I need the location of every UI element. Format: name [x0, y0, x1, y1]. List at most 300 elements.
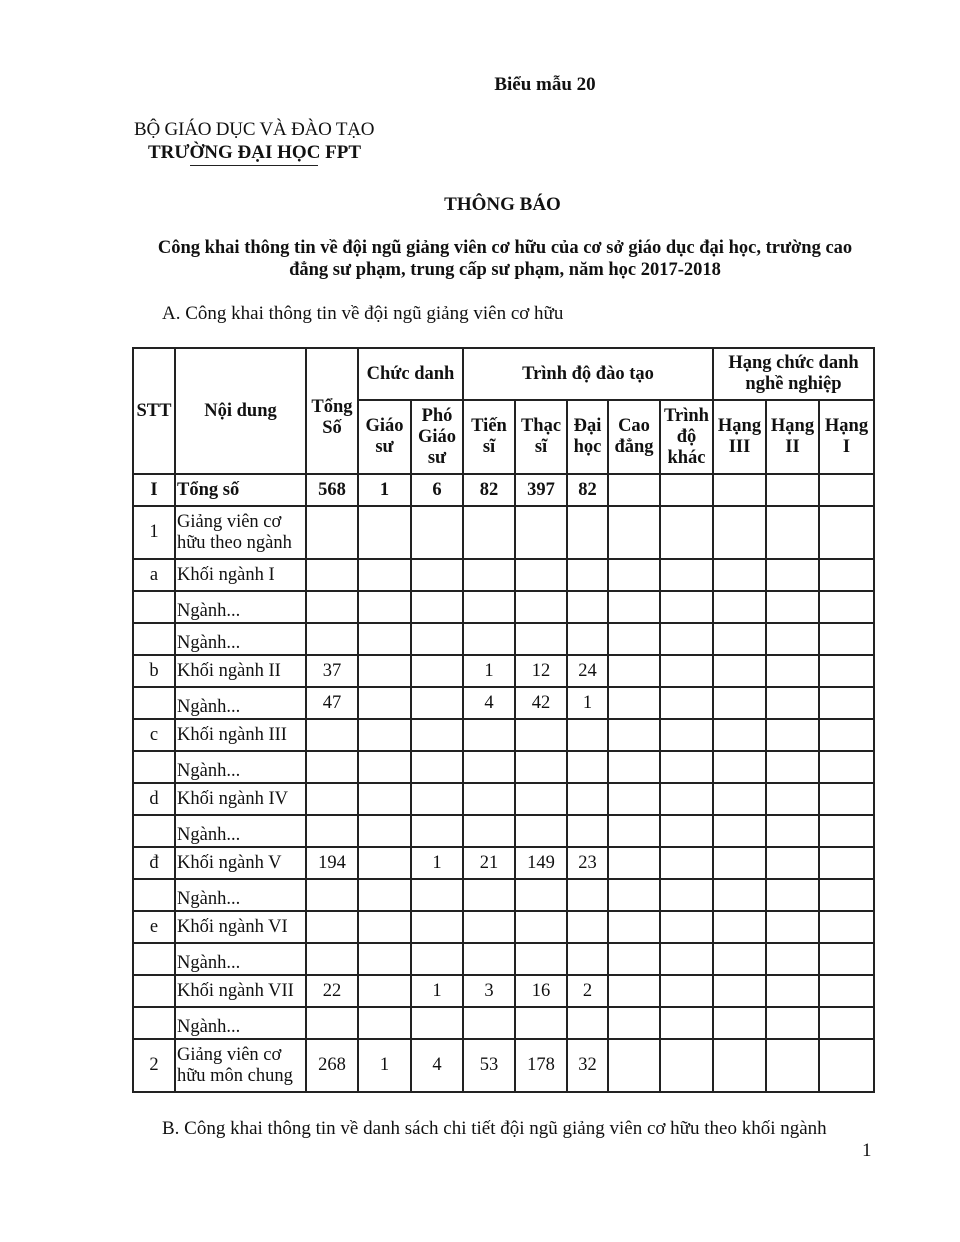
cell-master — [515, 1007, 567, 1039]
header-professor-line1: Giáo — [365, 416, 404, 436]
cell-content: Ngành... — [175, 879, 306, 911]
header-other-line2: độ — [676, 426, 697, 447]
cell-rank-3 — [713, 943, 766, 975]
cell-bachelor — [567, 591, 608, 623]
header-rank2-line2: II — [785, 437, 800, 457]
cell-total — [306, 879, 358, 911]
cell-other-level — [660, 847, 713, 879]
cell-total — [306, 911, 358, 943]
cell-professor — [358, 815, 411, 847]
cell-total — [306, 815, 358, 847]
cell-stt — [133, 687, 175, 719]
cell-other-level — [660, 975, 713, 1007]
cell-total — [306, 943, 358, 975]
cell-bachelor: 1 — [567, 687, 608, 719]
cell-rank-2 — [766, 975, 819, 1007]
header-total — [306, 348, 358, 474]
table-row — [133, 943, 874, 975]
cell-assoc-professor — [411, 655, 463, 687]
cell-college — [608, 559, 660, 591]
cell-phd — [463, 1007, 515, 1039]
cell-assoc-professor — [411, 591, 463, 623]
cell-rank-3 — [713, 474, 766, 506]
cell-assoc-professor: 1 — [411, 847, 463, 879]
cell-total: 22 — [306, 975, 358, 1007]
cell-bachelor — [567, 559, 608, 591]
table-row — [133, 591, 874, 623]
header-phd-line2: sĩ — [482, 437, 496, 457]
cell-bachelor — [567, 879, 608, 911]
header-education-group: Trình độ đào tạo — [463, 348, 713, 400]
school-underline — [190, 165, 318, 166]
cell-phd: 1 — [463, 655, 515, 687]
cell-master: 16 — [515, 975, 567, 1007]
header-college-line1: Cao — [618, 416, 650, 436]
header-total-line2: Số — [322, 418, 342, 438]
cell-content: Ngành... — [175, 751, 306, 783]
cell-content: Khối ngành II — [175, 655, 306, 687]
cell-rank-1 — [819, 847, 874, 879]
cell-professor: 1 — [358, 1039, 411, 1092]
cell-content: Ngành... — [175, 623, 306, 655]
cell-rank-3 — [713, 559, 766, 591]
cell-content: Ngành... — [175, 943, 306, 975]
cell-assoc-professor: 6 — [411, 474, 463, 506]
header-assoc-line1: Phó — [421, 405, 453, 426]
cell-rank-3 — [713, 847, 766, 879]
header-title-group: Chức danh — [358, 348, 463, 400]
cell-master — [515, 879, 567, 911]
cell-bachelor — [567, 783, 608, 815]
cell-assoc-professor — [411, 719, 463, 751]
cell-college — [608, 719, 660, 751]
cell-content: Giảng viên cơ hữu theo ngành — [175, 506, 306, 559]
cell-phd — [463, 559, 515, 591]
cell-rank-2 — [766, 591, 819, 623]
cell-phd: 3 — [463, 975, 515, 1007]
cell-college — [608, 506, 660, 559]
cell-total — [306, 623, 358, 655]
cell-master — [515, 751, 567, 783]
cell-college — [608, 1007, 660, 1039]
cell-phd — [463, 911, 515, 943]
cell-phd — [463, 506, 515, 559]
cell-bachelor: 32 — [567, 1039, 608, 1092]
cell-professor — [358, 687, 411, 719]
cell-rank-1 — [819, 975, 874, 1007]
cell-other-level — [660, 1039, 713, 1092]
page-number: 1 — [862, 1140, 872, 1161]
cell-assoc-professor — [411, 623, 463, 655]
cell-content: Ngành... — [175, 687, 306, 719]
cell-content: Khối ngành IV — [175, 783, 306, 815]
header-master-line2: sĩ — [534, 437, 548, 457]
cell-professor — [358, 591, 411, 623]
cell-master — [515, 943, 567, 975]
cell-rank-3 — [713, 783, 766, 815]
cell-master — [515, 719, 567, 751]
header-master — [515, 400, 567, 474]
header-phd-line1: Tiến — [471, 416, 507, 436]
cell-other-level — [660, 783, 713, 815]
cell-assoc-professor: 4 — [411, 1039, 463, 1092]
cell-rank-3 — [713, 815, 766, 847]
header-rank2-line1: Hạng — [770, 416, 815, 436]
cell-rank-3 — [713, 975, 766, 1007]
cell-rank-3 — [713, 687, 766, 719]
header-assoc-professor — [411, 400, 463, 474]
cell-content: Tổng số — [175, 474, 306, 506]
cell-stt: đ — [133, 847, 175, 879]
cell-other-level — [660, 506, 713, 559]
cell-professor: 1 — [358, 474, 411, 506]
cell-assoc-professor — [411, 911, 463, 943]
cell-phd: 82 — [463, 474, 515, 506]
cell-total — [306, 783, 358, 815]
cell-other-level — [660, 815, 713, 847]
cell-professor — [358, 506, 411, 559]
cell-rank-1 — [819, 506, 874, 559]
cell-college — [608, 911, 660, 943]
cell-stt — [133, 943, 175, 975]
cell-master: 397 — [515, 474, 567, 506]
cell-stt: b — [133, 655, 175, 687]
cell-phd — [463, 943, 515, 975]
cell-stt: a — [133, 559, 175, 591]
cell-professor — [358, 655, 411, 687]
header-professor — [358, 400, 411, 474]
cell-professor — [358, 847, 411, 879]
section-a-heading: A. Công khai thông tin về đội ngũ giảng viên cơ hữu — [162, 303, 564, 324]
cell-total: 47 — [306, 687, 358, 719]
cell-bachelor — [567, 719, 608, 751]
cell-rank-2 — [766, 506, 819, 559]
cell-rank-3 — [713, 1007, 766, 1039]
cell-rank-1 — [819, 655, 874, 687]
cell-phd — [463, 719, 515, 751]
cell-rank-1 — [819, 559, 874, 591]
cell-college — [608, 687, 660, 719]
cell-content: Ngành... — [175, 815, 306, 847]
cell-rank-2 — [766, 655, 819, 687]
ministry-name: BỘ GIÁO DỤC VÀ ĐÀO TẠO — [134, 119, 375, 140]
cell-professor — [358, 783, 411, 815]
cell-college — [608, 783, 660, 815]
cell-rank-2 — [766, 687, 819, 719]
header-assoc-line2: Giáo — [417, 426, 457, 447]
cell-phd: 53 — [463, 1039, 515, 1092]
cell-other-level — [660, 474, 713, 506]
table-row — [133, 879, 874, 911]
cell-rank-2 — [766, 1007, 819, 1039]
cell-bachelor — [567, 751, 608, 783]
cell-stt: I — [133, 474, 175, 506]
total-row — [133, 474, 874, 506]
cell-bachelor — [567, 911, 608, 943]
cell-college — [608, 815, 660, 847]
cell-rank-2 — [766, 559, 819, 591]
cell-content: Ngành... — [175, 1007, 306, 1039]
cell-stt — [133, 591, 175, 623]
cell-rank-1 — [819, 815, 874, 847]
header-rank-1 — [819, 400, 874, 474]
cell-other-level — [660, 719, 713, 751]
header-total-line1: Tổng — [311, 397, 353, 417]
cell-content: Giảng viên cơ hữu môn chung — [175, 1039, 306, 1092]
cell-rank-1 — [819, 591, 874, 623]
cell-master — [515, 591, 567, 623]
cell-other-level — [660, 1007, 713, 1039]
cell-professor — [358, 975, 411, 1007]
cell-rank-2 — [766, 751, 819, 783]
cell-master — [515, 815, 567, 847]
cell-assoc-professor — [411, 815, 463, 847]
cell-rank-1 — [819, 474, 874, 506]
cell-master: 149 — [515, 847, 567, 879]
cell-professor — [358, 879, 411, 911]
cell-other-level — [660, 751, 713, 783]
cell-master — [515, 559, 567, 591]
cell-phd — [463, 879, 515, 911]
table-row — [133, 783, 874, 815]
cell-phd: 4 — [463, 687, 515, 719]
cell-total — [306, 751, 358, 783]
cell-bachelor: 23 — [567, 847, 608, 879]
table-row — [133, 911, 874, 943]
cell-total: 268 — [306, 1039, 358, 1092]
cell-bachelor: 24 — [567, 655, 608, 687]
cell-total: 568 — [306, 474, 358, 506]
cell-professor — [358, 559, 411, 591]
table-row — [133, 655, 874, 687]
cell-rank-1 — [819, 719, 874, 751]
cell-stt: e — [133, 911, 175, 943]
cell-master — [515, 783, 567, 815]
cell-stt — [133, 815, 175, 847]
cell-other-level — [660, 559, 713, 591]
cell-rank-3 — [713, 655, 766, 687]
cell-rank-2 — [766, 815, 819, 847]
header-other-line1: Trình — [664, 405, 709, 426]
cell-phd: 21 — [463, 847, 515, 879]
cell-rank-3 — [713, 751, 766, 783]
cell-rank-3 — [713, 591, 766, 623]
cell-college — [608, 847, 660, 879]
header-rank-group — [713, 348, 874, 400]
cell-master: 12 — [515, 655, 567, 687]
header-bachelor — [567, 400, 608, 474]
header-other-line3: khác — [667, 447, 706, 468]
cell-rank-1 — [819, 783, 874, 815]
cell-rank-3 — [713, 719, 766, 751]
cell-phd — [463, 591, 515, 623]
cell-rank-2 — [766, 943, 819, 975]
header-rank-2 — [766, 400, 819, 474]
table-row — [133, 1039, 874, 1092]
table-row — [133, 847, 874, 879]
cell-college — [608, 943, 660, 975]
cell-professor — [358, 751, 411, 783]
cell-professor — [358, 719, 411, 751]
header-rank-group-line2: nghề nghiệp — [745, 374, 842, 394]
cell-rank-2 — [766, 623, 819, 655]
cell-content: Khối ngành VII — [175, 975, 306, 1007]
header-content: Nội dung — [175, 348, 306, 474]
table-row — [133, 815, 874, 847]
cell-stt: d — [133, 783, 175, 815]
cell-rank-2 — [766, 474, 819, 506]
table-row — [133, 1007, 874, 1039]
table-row — [133, 506, 874, 559]
cell-master: 178 — [515, 1039, 567, 1092]
notice-title: THÔNG BÁO — [444, 194, 561, 215]
cell-college — [608, 1039, 660, 1092]
cell-other-level — [660, 591, 713, 623]
cell-other-level — [660, 655, 713, 687]
cell-assoc-professor — [411, 783, 463, 815]
faculty-table — [132, 347, 875, 1093]
cell-professor — [358, 943, 411, 975]
cell-assoc-professor — [411, 751, 463, 783]
header-assoc-line3: sư — [427, 447, 447, 468]
cell-stt — [133, 879, 175, 911]
cell-stt — [133, 751, 175, 783]
table-body — [133, 474, 874, 1092]
cell-college — [608, 879, 660, 911]
header-rank1-line1: Hạng — [824, 416, 869, 436]
cell-phd — [463, 783, 515, 815]
cell-other-level — [660, 943, 713, 975]
table-row — [133, 975, 874, 1007]
cell-phd — [463, 751, 515, 783]
cell-rank-3 — [713, 506, 766, 559]
cell-rank-3 — [713, 879, 766, 911]
cell-rank-1 — [819, 1007, 874, 1039]
cell-rank-2 — [766, 911, 819, 943]
cell-other-level — [660, 623, 713, 655]
cell-other-level — [660, 687, 713, 719]
cell-bachelor — [567, 943, 608, 975]
header-professor-line2: sư — [375, 437, 394, 457]
cell-master — [515, 911, 567, 943]
cell-professor — [358, 623, 411, 655]
subtitle-line-1: Công khai thông tin về đội ngũ giảng viên cơ hữu của cơ sở giáo dục đại học, trường cao — [157, 238, 853, 258]
cell-stt: 2 — [133, 1039, 175, 1092]
cell-assoc-professor — [411, 506, 463, 559]
cell-other-level — [660, 879, 713, 911]
cell-total — [306, 559, 358, 591]
cell-rank-2 — [766, 847, 819, 879]
table-row — [133, 719, 874, 751]
cell-rank-3 — [713, 1039, 766, 1092]
header-master-line1: Thạc — [520, 416, 562, 436]
header-rank1-line2: I — [842, 437, 851, 457]
cell-rank-2 — [766, 783, 819, 815]
cell-rank-1 — [819, 943, 874, 975]
cell-rank-3 — [713, 623, 766, 655]
cell-phd — [463, 623, 515, 655]
cell-content: Khối ngành III — [175, 719, 306, 751]
cell-content: Khối ngành VI — [175, 911, 306, 943]
cell-college — [608, 623, 660, 655]
cell-bachelor — [567, 506, 608, 559]
table-row — [133, 751, 874, 783]
cell-rank-1 — [819, 1039, 874, 1092]
cell-total — [306, 506, 358, 559]
cell-content: Khối ngành V — [175, 847, 306, 879]
cell-content: Khối ngành I — [175, 559, 306, 591]
cell-bachelor: 2 — [567, 975, 608, 1007]
cell-assoc-professor — [411, 687, 463, 719]
header-other-level — [660, 400, 713, 474]
table-row — [133, 623, 874, 655]
document-subtitle — [140, 237, 870, 281]
cell-rank-3 — [713, 911, 766, 943]
cell-rank-1 — [819, 879, 874, 911]
cell-rank-1 — [819, 623, 874, 655]
cell-phd — [463, 815, 515, 847]
cell-stt — [133, 623, 175, 655]
cell-other-level — [660, 911, 713, 943]
cell-rank-2 — [766, 879, 819, 911]
cell-total — [306, 719, 358, 751]
cell-assoc-professor — [411, 559, 463, 591]
cell-bachelor: 82 — [567, 474, 608, 506]
header-rank3-line2: III — [728, 437, 751, 457]
cell-stt — [133, 1007, 175, 1039]
cell-rank-1 — [819, 687, 874, 719]
cell-assoc-professor — [411, 943, 463, 975]
cell-rank-1 — [819, 751, 874, 783]
subtitle-line-2: đẳng sư phạm, trung cấp sư phạm, năm học 2017-2018 — [289, 260, 721, 280]
header-college-line2: đẳng — [614, 437, 654, 457]
header-rank-3 — [713, 400, 766, 474]
cell-assoc-professor: 1 — [411, 975, 463, 1007]
cell-stt: c — [133, 719, 175, 751]
cell-college — [608, 655, 660, 687]
cell-college — [608, 975, 660, 1007]
cell-content: Ngành... — [175, 591, 306, 623]
header-rank-group-line1: Hạng chức danh — [728, 353, 859, 373]
header-college — [608, 400, 660, 474]
cell-rank-1 — [819, 911, 874, 943]
cell-master — [515, 506, 567, 559]
table-row — [133, 687, 874, 719]
table-row — [133, 559, 874, 591]
header-rank3-line1: Hạng — [717, 416, 762, 436]
cell-master: 42 — [515, 687, 567, 719]
section-b-heading: B. Công khai thông tin về danh sách chi tiết đội ngũ giảng viên cơ hữu theo khối ngành — [162, 1118, 827, 1139]
cell-stt: 1 — [133, 506, 175, 559]
cell-professor — [358, 1007, 411, 1039]
cell-total — [306, 1007, 358, 1039]
school-name: TRƯỜNG ĐẠI HỌC FPT — [148, 142, 362, 163]
cell-total — [306, 591, 358, 623]
cell-assoc-professor — [411, 879, 463, 911]
cell-bachelor — [567, 815, 608, 847]
header-stt: STT — [133, 348, 175, 474]
cell-total: 194 — [306, 847, 358, 879]
cell-assoc-professor — [411, 1007, 463, 1039]
cell-master — [515, 623, 567, 655]
cell-college — [608, 474, 660, 506]
cell-college — [608, 751, 660, 783]
cell-rank-2 — [766, 719, 819, 751]
cell-college — [608, 591, 660, 623]
header-bachelor-line1: Đại — [573, 416, 602, 436]
cell-stt — [133, 975, 175, 1007]
cell-rank-2 — [766, 1039, 819, 1092]
